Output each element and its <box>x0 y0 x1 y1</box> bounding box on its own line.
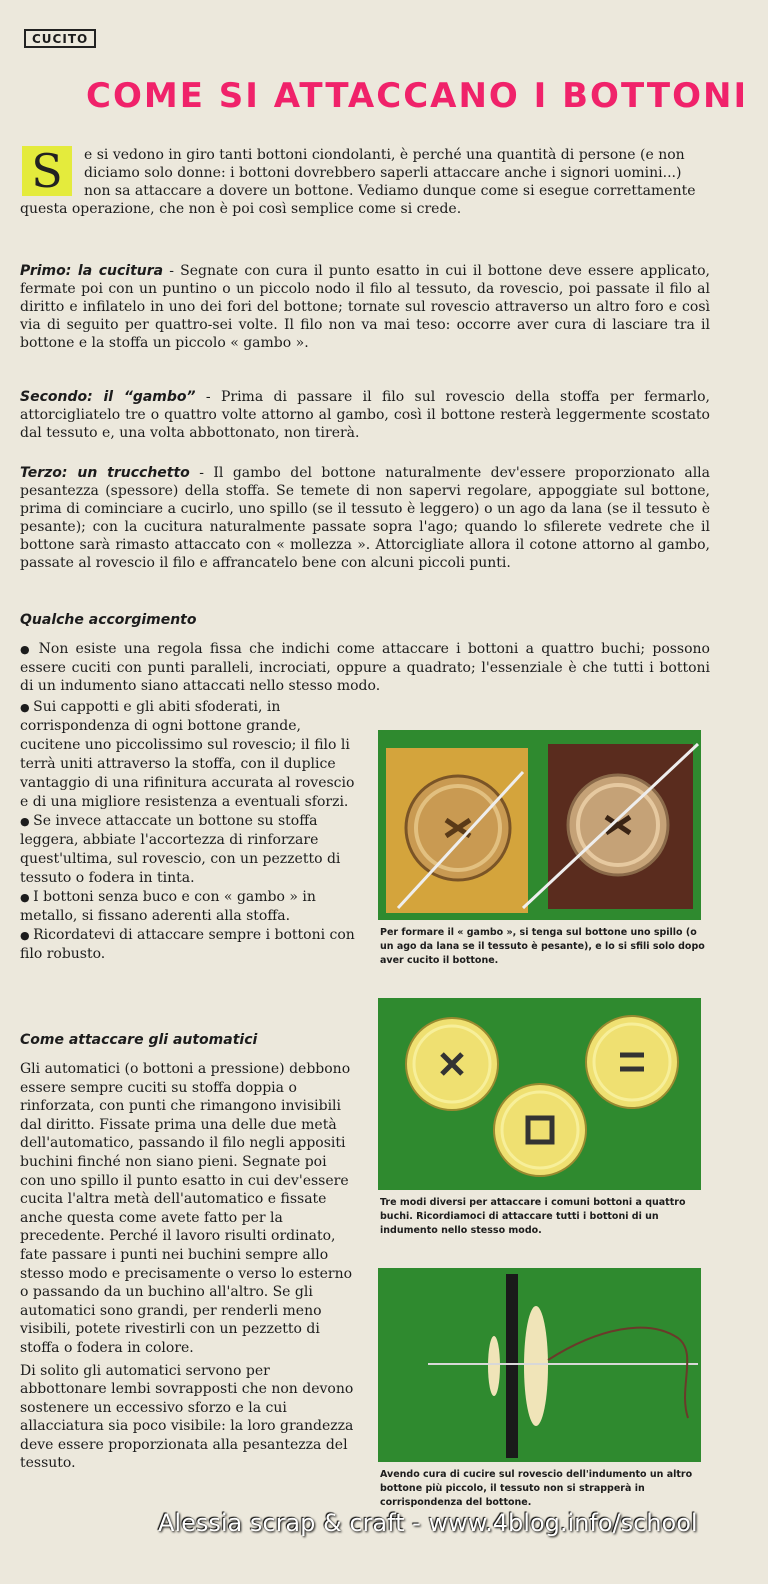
illustration-gambo <box>378 730 701 920</box>
intro-paragraph <box>20 146 710 218</box>
section-terzo-head: Terzo: un trucchetto <box>20 465 190 481</box>
illustration-bottone-rovescio <box>378 1268 701 1462</box>
accorgimenti-heading: Qualche accorgimento <box>20 612 197 628</box>
caption-bottone-rovescio: Avendo cura di cucire sul rovescio dell'indumento un altro bottone più piccolo, il tessuto non si strapperà in corrispondenza del bottone. <box>380 1469 693 1508</box>
intro-text: e si vedono in giro tanti bottoni ciondolanti, è perché una quantità di persone (e non diciamo solo donne: i bottoni dovrebbero saperli attaccare anche i signori uomini...) non sa attaccare a dovere un bottone. Vediamo dunque come si esegue correttamente questa operazione, che non è poi così semplice come si crede. <box>20 147 696 217</box>
section-primo-text: - Segnate con cura il punto esatto in cui il bottone deve essere applicato, fermate poi con un puntino o un piccolo nodo il filo al tessuto, da rovescio, poi passate il filo al diritto e infilatelo in uno dei fori del bottone; tornate sul rovescio attraverso un altro foro e così via di seguito per quattro-sei volte. Il filo non va mai teso: occorre aver cura di lasciare tra il bottone e la stoffa un piccolo « gambo ». <box>20 263 710 351</box>
section-secondo-text: - Prima di passare il filo sul rovescio della stoffa per fermarlo, attorcigliatelo tre o quattro volte attorno al gambo, così il bottone resterà leggermente scostato dal tessuto e, una volta abbottonato, non tirerà. <box>20 389 710 441</box>
automatici-heading: Come attaccare gli automatici <box>20 1032 258 1048</box>
gambo-illustration-svg <box>378 730 701 920</box>
section-terzo-text: - Il gambo del bottone naturalmente dev'essere proporzionato alla pesantezza (spessore) della stoffa. Se temete di non sapervi regolare, appoggiate sul bottone, prima di cominciare a cucirlo, uno spillo (se il tessuto è leggero) o un ago da lana (se il tessuto è pesante); con la cucitura naturalmente passate sopra l'ago; quando lo sfilerete vedrete che il bottone sarà rimasto attaccato con « mollezza ». Attorcigliate allora il cotone attorno al gambo, passate al rovescio il filo e affrancatelo bene con alcuni piccoli punti. <box>20 465 710 571</box>
section-tag: CUCITO <box>24 29 96 48</box>
three-buttons-svg <box>378 998 701 1190</box>
illustration-tre-bottoni <box>378 998 701 1190</box>
section-terzo <box>20 464 710 572</box>
accorgimento-bullet-1: ● Non esiste una regola fissa che indichi come attaccare i bottoni a quattro buchi; possono essere cuciti con punti paralleli, incrociati, oppure a quadrato; l'essenziale è che tutti i bottoni di un indumento siano attaccati nello stesso modo. <box>20 640 710 695</box>
dropcap: S <box>22 146 72 196</box>
caption-gambo: Per formare il « gambo », si tenga sul bottone uno spillo (o un ago da lana se il tessuto è pesante), e lo si sfili solo dopo aver cucito il bottone. <box>380 927 705 966</box>
accorgimento-bullet-2: ● Sui cappotti e gli abiti sfoderati, in corrispondenza di ogni bottone grande, cucitene uno piccolissimo sul rovescio; il filo li terrà uniti attraverso la stoffa, con il duplice vantaggio di una rifinitura accurata al rovescio e di una migliore resistenza a eventuali sforzi. <box>20 698 355 812</box>
automatici-paragraph-2: Di solito gli automatici servono per abbottonare lembi sovrapposti che non devono sostenere un eccessivo sforzo e la cui allacciatura sia poco visibile: la loro grandezza deve essere proporzionata alla pesantezza del tessuto. <box>20 1362 354 1472</box>
section-primo <box>20 262 710 352</box>
section-secondo-head: Secondo: il “gambo” <box>20 389 196 405</box>
accorgimento-bullet-5: ● Ricordatevi di attaccare sempre i bottoni con filo robusto. <box>20 926 355 964</box>
section-primo-head: Primo: la cucitura <box>20 263 164 279</box>
accorgimento-bullet-3: ● Se invece attaccate un bottone su stoffa leggera, abbiate l'accortezza di rinforzare quest'ultima, sul rovescio, con un pezzetto di tessuto o fodera in tinta. <box>20 812 355 888</box>
automatici-column <box>20 1060 355 1473</box>
caption-tre-bottoni: Tre modi diversi per attaccare i comuni bottoni a quattro buchi. Ricordiamoci di attaccare tutti i bottoni di un indumento nello stesso modo. <box>380 1197 686 1236</box>
watermark: Alessia scrap & craft - www.4blog.info/school <box>158 1509 698 1537</box>
accorgimenti-column <box>20 698 355 964</box>
automatici-paragraph-1: Gli automatici (o bottoni a pressione) debbono essere sempre cuciti su stoffa doppia o rinforzata, con punti che rimangono invisibili dal diritto. Fissate prima una delle due metà dell'automatico, passando il filo negli appositi buchini finché non siano pieni. Segnate poi con uno spillo il punto esatto in cui dev'essere cucita l'altra metà dell'automatico e fissate anche questa come avete fatto per la precedente. Perché il lavoro risulti ordinato, fate passare i punti nei buchini sempre allo stesso modo e precisamente o verso lo esterno o passando da un buchino all'altro. Se gli automatici sono grandi, per renderli meno visibili, potete rivestirli con un pezzetto di stoffa o fodera in colore. <box>20 1061 353 1356</box>
page-title: COME SI ATTACCANO I BOTTONI <box>86 76 749 116</box>
section-secondo <box>20 388 710 442</box>
reverse-button-svg <box>378 1268 701 1462</box>
accorgimento-bullet-4: ● I bottoni senza buco e con « gambo » in metallo, si fissano aderenti alla stoffa. <box>20 888 355 926</box>
